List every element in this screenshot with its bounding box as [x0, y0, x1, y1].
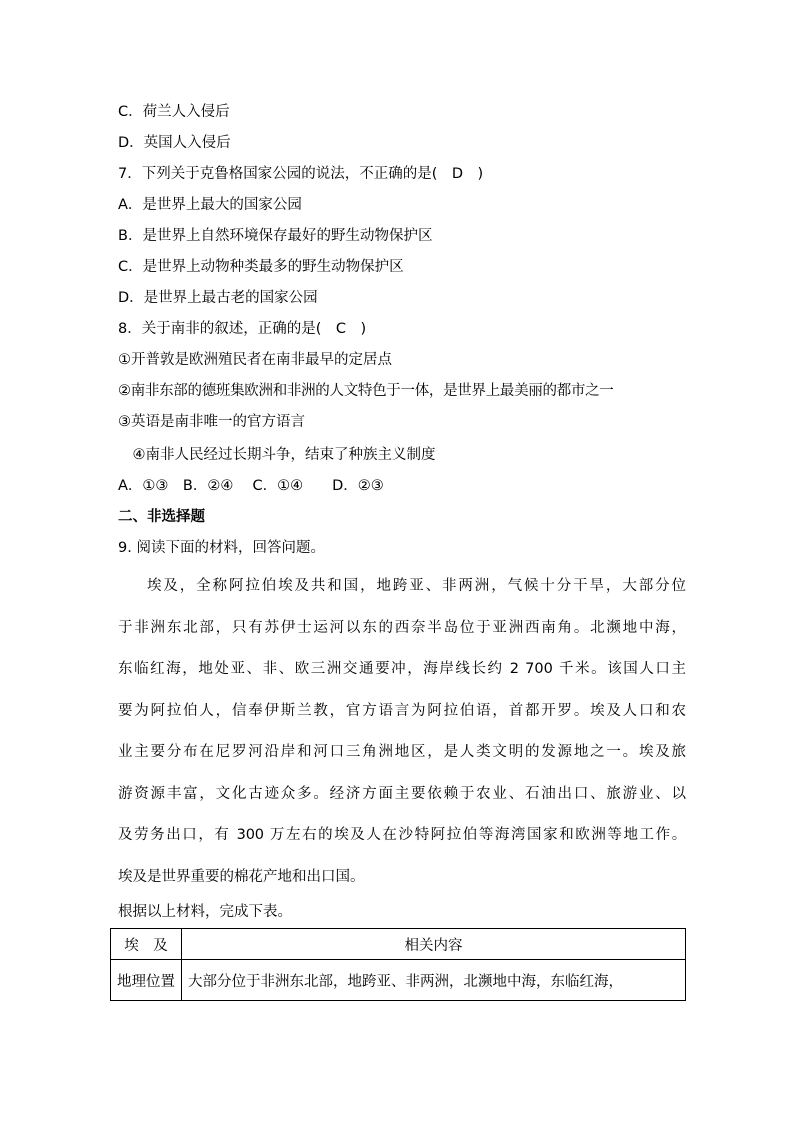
q7-stem: 7．下列关于克鲁格国家公园的说法，不正确的是( D ): [118, 166, 484, 182]
table-header-country: 埃 及: [111, 929, 182, 960]
material-line: 及劳务出口，有 300 万左右的埃及人在沙特阿拉伯等海湾国家和欧洲等地工作。: [118, 827, 686, 843]
table-header-content: 相关内容: [182, 929, 686, 960]
table-instruction: 根据以上材料，完成下表。: [118, 904, 292, 920]
q8-statement-4: ④南非人民经过长期斗争，结束了种族主义制度: [118, 447, 436, 463]
q6-option-c: C．荷兰人入侵后: [118, 104, 230, 120]
material-line: 埃及是世界重要的棉花产地和出口国。: [118, 868, 365, 885]
q9-stem: 9. 阅读下面的材料，回答问题。: [118, 540, 325, 556]
material-line: 要为阿拉伯人，信奉伊斯兰教，官方语言为阿拉伯语，首都开罗。埃及人口和农: [118, 702, 686, 719]
material-line: 埃及，全称阿拉伯埃及共和国，地跨亚、非两洲，气候十分干旱，大部分位: [147, 578, 686, 594]
table-row-content: 大部分位于非洲东北部，地跨亚、非两洲，北濒地中海，东临红海，: [182, 960, 686, 1001]
table-row-label: 地理位置: [111, 960, 182, 1001]
q8-statement-2: ②南非东部的德班集欧洲和非洲的人文特色于一体，是世界上最美丽的都市之一: [118, 383, 614, 399]
table-header-row: [111, 929, 686, 960]
q7-option-a: A．是世界上最大的国家公园: [118, 197, 302, 213]
material-line: 东临红海，地处亚、非、欧三洲交通要冲，海岸线长约 2 700 千米。该国人口主: [118, 661, 686, 677]
material-line: 游资源丰富，文化古迹众多。经济方面主要依赖于农业、石油出口、旅游业、以: [118, 785, 686, 802]
q8-stem: 8．关于南非的叙述，正确的是( C ): [118, 321, 367, 337]
q6-option-d: D．英国人入侵后: [118, 135, 231, 151]
table-row: [111, 960, 686, 1001]
material-line: 于非洲东北部，只有苏伊士运河以东的西奈半岛位于亚洲西南角。北濒地中海，: [118, 619, 686, 636]
answer-table: [110, 928, 686, 1001]
material-line: 业主要分布在尼罗河沿岸和河口三角洲地区，是人类文明的发源地之一。埃及旅: [118, 744, 686, 760]
q7-option-b: B．是世界上自然环境保存最好的野生动物保护区: [118, 228, 433, 244]
q8-options: A．①③ B．②④ C．①④ D．②③: [118, 478, 384, 494]
q8-statement-1: ①开普敦是欧洲殖民者在南非最早的定居点: [118, 352, 392, 368]
q7-option-c: C．是世界上动物种类最多的野生动物保护区: [118, 259, 404, 275]
q7-option-d: D．是世界上最古老的国家公园: [118, 290, 318, 306]
section-two-title: 二、非选择题: [118, 509, 205, 525]
q8-statement-3: ③英语是南非唯一的官方语言: [118, 414, 305, 430]
